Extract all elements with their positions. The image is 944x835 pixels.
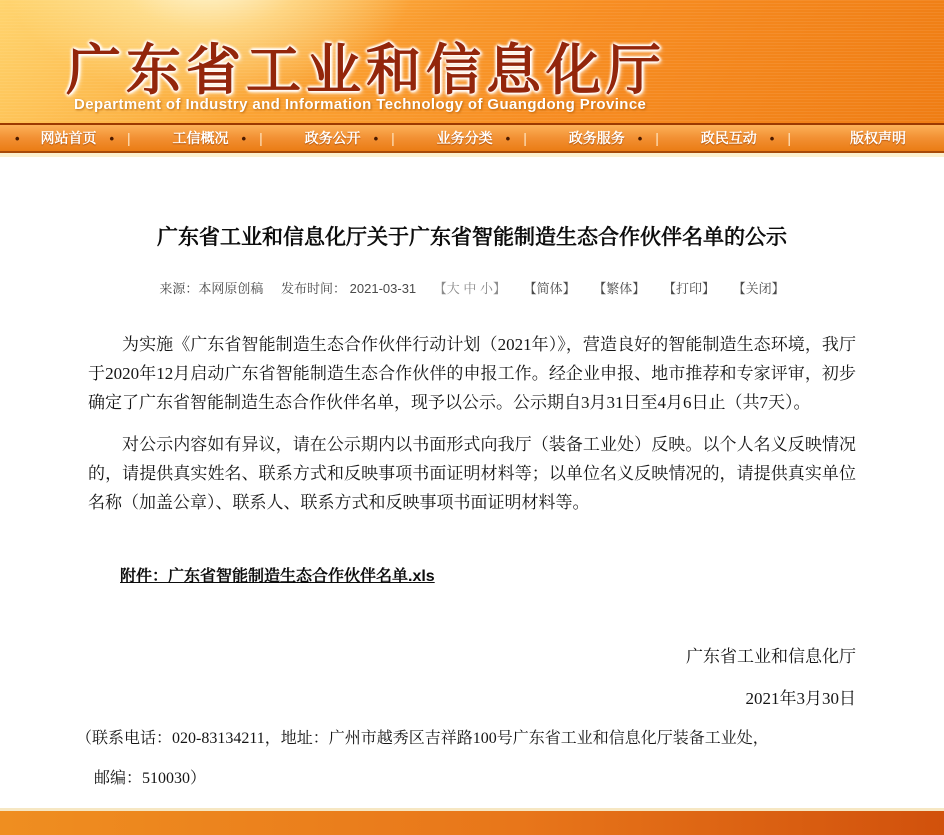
nav-link-copyright[interactable]: 版权声明 <box>849 130 906 146</box>
nav-link-interaction[interactable]: 政民互动 <box>700 130 757 146</box>
signature-org: 广东省工业和信息化厅 <box>686 647 856 666</box>
nav-bullet-icon <box>506 130 511 146</box>
nav-item-copyright[interactable] <box>812 128 944 148</box>
nav-divider <box>523 130 527 146</box>
footer-bar <box>0 808 944 835</box>
nav-bullet-icon <box>242 130 247 146</box>
nav-bullet-icon <box>374 130 379 146</box>
attachment-row <box>88 563 856 586</box>
print-button[interactable]: 【打印】 <box>662 281 715 296</box>
article-publish-date: 发布时间： 2021-03-31 <box>281 281 417 296</box>
site-banner <box>0 0 944 123</box>
nav-link-business[interactable]: 业务分类 <box>436 130 493 146</box>
nav-bullet-icon <box>770 130 775 146</box>
site-title-english: Department of Industry and Information Technology of Guangdong Province <box>74 96 647 113</box>
nav-item-home[interactable] <box>20 128 152 148</box>
article-paragraph: 对公示内容如有异议，请在公示期内以书面形式向我厅（装备工业处）反映。以个人名义反映情况的，请提供真实姓名、联系方式和反映事项书面证明材料等；以单位名义反映情况的，请提供真实单位名称（加盖公章）、联系人、联系方式和反映事项书面证明材料等。 <box>88 435 856 512</box>
site-title-chinese: 广东省工业和信息化厅 <box>66 39 667 101</box>
nav-divider <box>259 130 263 146</box>
main-nav <box>0 123 944 153</box>
nav-divider <box>391 130 395 146</box>
article-meta-bar <box>88 278 856 297</box>
font-size-control[interactable]: 【大 中 小】 <box>433 281 507 296</box>
nav-bullet-icon <box>109 130 114 146</box>
nav-divider <box>787 130 791 146</box>
nav-link-home[interactable]: 网站首页 <box>40 130 97 146</box>
nav-link-overview[interactable]: 工信概况 <box>172 130 229 146</box>
nav-item-services[interactable] <box>548 128 680 148</box>
nav-item-business[interactable] <box>416 128 548 148</box>
article-title: 广东省工业和信息化厅关于广东省智能制造生态合作伙伴名单的公示 <box>157 226 787 249</box>
nav-underline-strip <box>0 153 944 157</box>
contact-info-line2: 邮编：510030） <box>94 770 207 787</box>
nav-item-interaction[interactable] <box>680 128 812 148</box>
article-paragraph: 为实施《广东省智能制造生态合作伙伴行动计划（2021年）》，营造良好的智能制造生态环境，我厅于2020年12月启动广东省智能制造生态合作伙伴的申报工作。经企业申报、地市推荐和专家评审，初步确定了广东省智能制造生态合作伙伴名单，现予以公示。公示期自3月31日至4月6日止（共7天）。 <box>88 335 856 412</box>
simplified-chinese-button[interactable]: 【简体】 <box>523 281 576 296</box>
attachment-link[interactable]: 附件：广东省智能制造生态合作伙伴名单.xls <box>120 568 435 585</box>
article-source: 来源：本网原创稿 <box>159 281 264 296</box>
nav-bullet-icon <box>638 130 643 146</box>
nav-item-overview[interactable] <box>152 128 284 148</box>
nav-link-services[interactable]: 政务服务 <box>568 130 625 146</box>
nav-item-gov-open[interactable] <box>284 128 416 148</box>
contact-info-line1: （联系电话：020-83134211，地址：广州市越秀区吉祥路100号广东省工业和信息化厅装备工业处， <box>76 730 769 747</box>
nav-divider <box>127 130 131 146</box>
nav-divider <box>655 130 659 146</box>
traditional-chinese-button[interactable]: 【繁体】 <box>593 281 646 296</box>
close-button[interactable]: 【关闭】 <box>732 281 785 296</box>
signature-date: 2021年3月30日 <box>745 689 856 708</box>
nav-link-gov-open[interactable]: 政务公开 <box>304 130 361 146</box>
article-body <box>0 221 944 835</box>
